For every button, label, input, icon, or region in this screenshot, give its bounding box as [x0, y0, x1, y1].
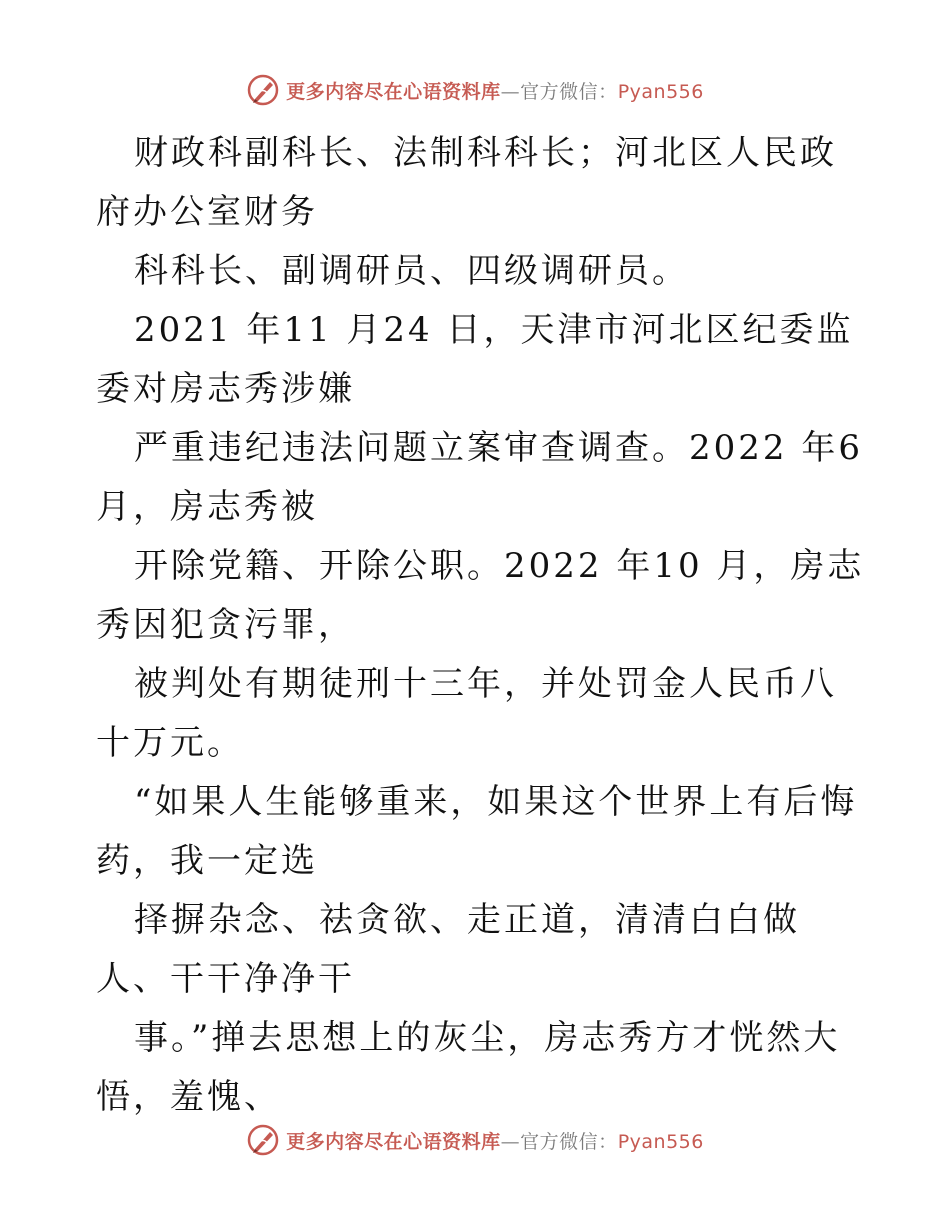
watermark-site-text: 更多内容尽在心语资料库: [286, 80, 501, 103]
watermark-site-text: 更多内容尽在心语资料库: [286, 1130, 501, 1153]
paragraph: 2021 年11 月24 日，天津市河北区纪委监委对房志秀涉嫌: [96, 310, 854, 409]
watermark-wechat-label: 官方微信：: [520, 80, 618, 103]
paragraph: 事。”掸去思想上的灰尘，房志秀方才恍然大悟，羞愧、: [96, 1018, 841, 1117]
watermark-banner: [246, 1123, 704, 1157]
header-watermark: [0, 70, 950, 110]
footer-watermark: [0, 1120, 950, 1160]
paragraph: 开除党籍、开除公职。2022 年10 月，房志秀因犯贪污罪，: [96, 546, 865, 645]
watermark-wechat-label: 官方微信：: [520, 1130, 618, 1153]
watermark-text: [286, 77, 704, 104]
paragraph: 科科长、副调研员、四级调研员。: [134, 251, 689, 291]
paragraph: 严重违纪违法问题立案审查调查。2022 年6 月，房志秀被: [96, 428, 863, 527]
watermark-wechat-id: Pyan556: [617, 1130, 704, 1153]
pen-logo-icon: [246, 1123, 280, 1157]
document-body: [96, 124, 866, 1127]
paragraph: 被判处有期徒刑十三年，并处罚金人民币八十万元。: [96, 664, 837, 763]
paragraph: “如果人生能够重来，如果这个世界上有后悔药，我一定选: [96, 782, 858, 881]
watermark-dash: —: [500, 1130, 521, 1153]
watermark-banner: [246, 73, 704, 107]
watermark-text: [286, 1127, 704, 1154]
watermark-wechat-id: Pyan556: [617, 80, 704, 103]
paragraph: 择摒杂念、祛贪欲、走正道，清清白白做人、干干净净干: [96, 900, 800, 999]
paragraph: 财政科副科长、法制科科长；河北区人民政府办公室财务: [96, 133, 837, 232]
pen-logo-icon: [246, 73, 280, 107]
watermark-dash: —: [500, 80, 521, 103]
